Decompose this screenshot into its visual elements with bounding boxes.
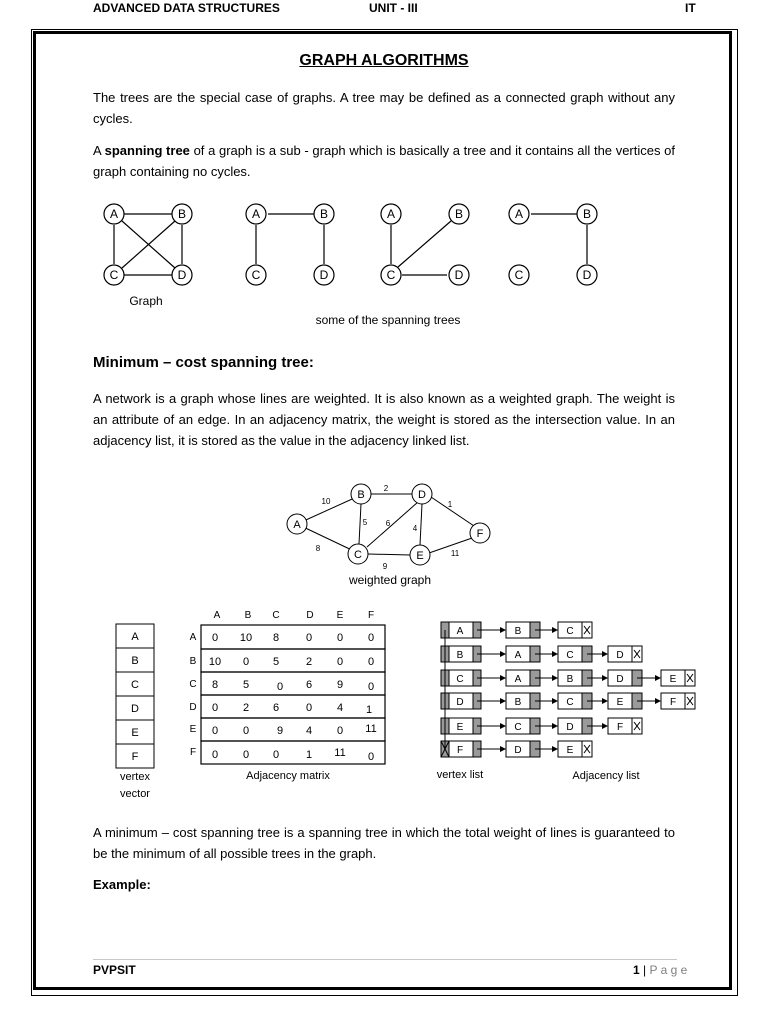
term-spanning-tree: spanning tree [104, 143, 190, 158]
svg-text:0: 0 [211, 749, 219, 761]
svg-text:D: D [454, 268, 464, 282]
svg-text:B: B [189, 656, 197, 667]
svg-text:A: A [514, 674, 522, 685]
svg-text:C: C [566, 626, 574, 637]
svg-text:D: D [131, 703, 139, 715]
svg-text:0: 0 [211, 632, 219, 644]
svg-text:0: 0 [276, 681, 284, 693]
svg-text:D: D [189, 702, 197, 713]
adjacency-list-caption: Adjacency list [572, 770, 640, 782]
vertex-vector-figure [110, 622, 160, 804]
svg-text:C: C [566, 650, 574, 661]
svg-text:D: D [514, 745, 522, 756]
adjacency-list-figure [436, 616, 698, 786]
svg-text:D: D [418, 489, 426, 501]
svg-text:0: 0 [336, 656, 344, 668]
svg-text:5: 5 [362, 518, 368, 527]
svg-text:A: A [251, 207, 261, 221]
svg-text:E: E [566, 745, 574, 756]
svg-text:10: 10 [239, 632, 253, 644]
svg-text:0: 0 [336, 725, 344, 737]
svg-text:E: E [669, 674, 677, 685]
paragraph-trees: The trees are the special case of graphs. A tree may be defined as a connected graph without any cycles. [93, 90, 675, 126]
weighted-graph-caption: weighted graph [348, 573, 432, 587]
svg-text:B: B [131, 655, 139, 667]
svg-text:0: 0 [242, 749, 250, 761]
svg-text:0: 0 [242, 725, 250, 737]
svg-text:B: B [582, 207, 592, 221]
svg-text:E: E [616, 697, 624, 708]
svg-text:E: E [336, 610, 344, 621]
svg-text:C: C [354, 549, 362, 561]
svg-text:6: 6 [305, 679, 313, 691]
svg-text:C: C [131, 679, 139, 691]
svg-text:9: 9 [336, 679, 344, 691]
svg-text:D: D [566, 722, 574, 733]
svg-text:6: 6 [272, 702, 280, 714]
svg-text:11: 11 [450, 549, 460, 558]
svg-text:F: F [476, 528, 484, 540]
svg-text:D: D [456, 697, 464, 708]
svg-text:0: 0 [367, 656, 375, 668]
svg-text:5: 5 [272, 656, 280, 668]
svg-text:10: 10 [208, 656, 222, 668]
svg-text:11: 11 [365, 723, 377, 735]
svg-text:A: A [456, 626, 464, 637]
svg-text:0: 0 [211, 702, 219, 714]
svg-text:C: C [456, 674, 464, 685]
svg-text:vector: vector [120, 788, 150, 800]
header-dept: IT [685, 1, 696, 15]
svg-text:C: C [109, 268, 119, 282]
svg-text:B: B [454, 207, 464, 221]
svg-text:C: C [189, 679, 197, 690]
svg-text:2: 2 [305, 656, 313, 668]
svg-text:D: D [616, 650, 624, 661]
footer-institution: PVPSIT [93, 963, 136, 977]
svg-text:9: 9 [382, 562, 388, 571]
svg-text:E: E [189, 724, 197, 735]
paragraph-spanning-tree: A spanning tree of a graph is a sub - graph which is basically a tree and it contains all the vertices of graph containing no cycles. [93, 143, 675, 179]
svg-text:C: C [514, 722, 522, 733]
svg-text:E: E [456, 722, 464, 733]
paragraph-network: A network is a graph whose lines are weighted. It is also known as a weighted graph. The weight is an attribute of an edge. In an adjacency matrix, the weight is stored as the intersection value. In an adjacency list, it is stored as the value in the adjacency linked list. [93, 391, 675, 448]
graph-caption: Graph [129, 294, 163, 308]
adjacency-list-row [441, 741, 592, 757]
svg-text:A: A [109, 207, 119, 221]
adjacency-list-row [441, 718, 642, 734]
svg-text:B: B [514, 697, 522, 708]
svg-text:D: D [582, 268, 592, 282]
svg-text:11: 11 [334, 747, 346, 759]
svg-text:0: 0 [367, 751, 375, 763]
header-unit: UNIT - III [369, 1, 418, 15]
svg-text:F: F [616, 722, 624, 733]
header-course: ADVANCED DATA STRUCTURES [93, 1, 280, 15]
svg-text:C: C [272, 610, 280, 621]
svg-text:4: 4 [305, 725, 313, 737]
svg-text:B: B [566, 674, 574, 685]
svg-text:C: C [386, 268, 396, 282]
svg-text:0: 0 [211, 725, 219, 737]
adjacency-list-row [441, 693, 695, 709]
adjacency-list-row [441, 622, 592, 638]
svg-text:F: F [669, 697, 677, 708]
svg-text:D: D [306, 610, 314, 621]
edge-weights [316, 484, 460, 571]
svg-text:B: B [514, 626, 522, 637]
svg-text:4: 4 [336, 702, 344, 714]
page-number: 1 | P a g e [633, 963, 688, 977]
svg-text:C: C [251, 268, 261, 282]
example-label: Example: [93, 877, 151, 892]
svg-text:A: A [514, 207, 524, 221]
spanning-trees-caption: some of the spanning trees [315, 313, 461, 327]
svg-text:A: A [293, 519, 301, 531]
svg-text:8: 8 [272, 632, 280, 644]
svg-text:0: 0 [242, 656, 250, 668]
svg-text:10: 10 [321, 497, 331, 506]
svg-text:E: E [416, 550, 424, 562]
svg-text:0: 0 [367, 632, 375, 644]
adjacency-matrix-figure [185, 605, 390, 785]
adjacency-list-row [441, 670, 695, 686]
svg-text:D: D [616, 674, 624, 685]
svg-text:B: B [456, 650, 464, 661]
footer-divider [93, 959, 677, 960]
svg-text:1: 1 [305, 749, 313, 761]
matrix-cells [209, 632, 377, 763]
svg-text:A: A [189, 632, 197, 643]
svg-text:0: 0 [305, 702, 313, 714]
svg-text:B: B [319, 207, 329, 221]
svg-text:1: 1 [447, 500, 453, 509]
svg-text:F: F [131, 751, 139, 763]
svg-text:0: 0 [336, 632, 344, 644]
svg-text:D: D [177, 268, 187, 282]
adjacency-list-row [441, 646, 642, 662]
svg-text:0: 0 [367, 681, 375, 693]
spanning-trees-figure [90, 195, 620, 335]
svg-text:8: 8 [211, 679, 219, 691]
svg-text:A: A [213, 610, 221, 621]
svg-text:8: 8 [315, 544, 321, 553]
svg-text:0: 0 [305, 632, 313, 644]
svg-text:D: D [319, 268, 329, 282]
svg-text:A: A [386, 207, 396, 221]
svg-text:2: 2 [242, 702, 250, 714]
svg-text:B: B [244, 610, 252, 621]
svg-text:0: 0 [272, 749, 280, 761]
vertex-list-caption: vertex list [436, 769, 484, 781]
svg-text:A: A [131, 631, 139, 643]
svg-text:E: E [131, 727, 139, 739]
svg-text:6: 6 [385, 519, 391, 528]
svg-text:vertex: vertex [120, 771, 150, 783]
svg-text:5: 5 [242, 679, 250, 691]
section-heading: Minimum – cost spanning tree: [93, 354, 314, 371]
svg-text:A: A [514, 650, 522, 661]
svg-text:1: 1 [365, 704, 373, 716]
matrix-caption: Adjacency matrix [246, 770, 330, 782]
page-title: GRAPH ALGORITHMS [299, 52, 469, 69]
weighted-graph-figure [280, 480, 500, 590]
svg-text:4: 4 [412, 524, 418, 533]
svg-text:B: B [357, 489, 365, 501]
svg-text:2: 2 [383, 484, 389, 493]
svg-text:F: F [367, 610, 375, 621]
svg-text:F: F [456, 745, 464, 756]
svg-text:F: F [189, 747, 197, 758]
svg-text:C: C [566, 697, 574, 708]
svg-text:B: B [177, 207, 187, 221]
svg-text:9: 9 [276, 725, 284, 737]
paragraph-minimum-cost: A minimum – cost spanning tree is a spanning tree in which the total weight of lines is guaranteed to be the minimum of all possible trees in the graph. [93, 825, 675, 861]
svg-text:C: C [514, 268, 524, 282]
